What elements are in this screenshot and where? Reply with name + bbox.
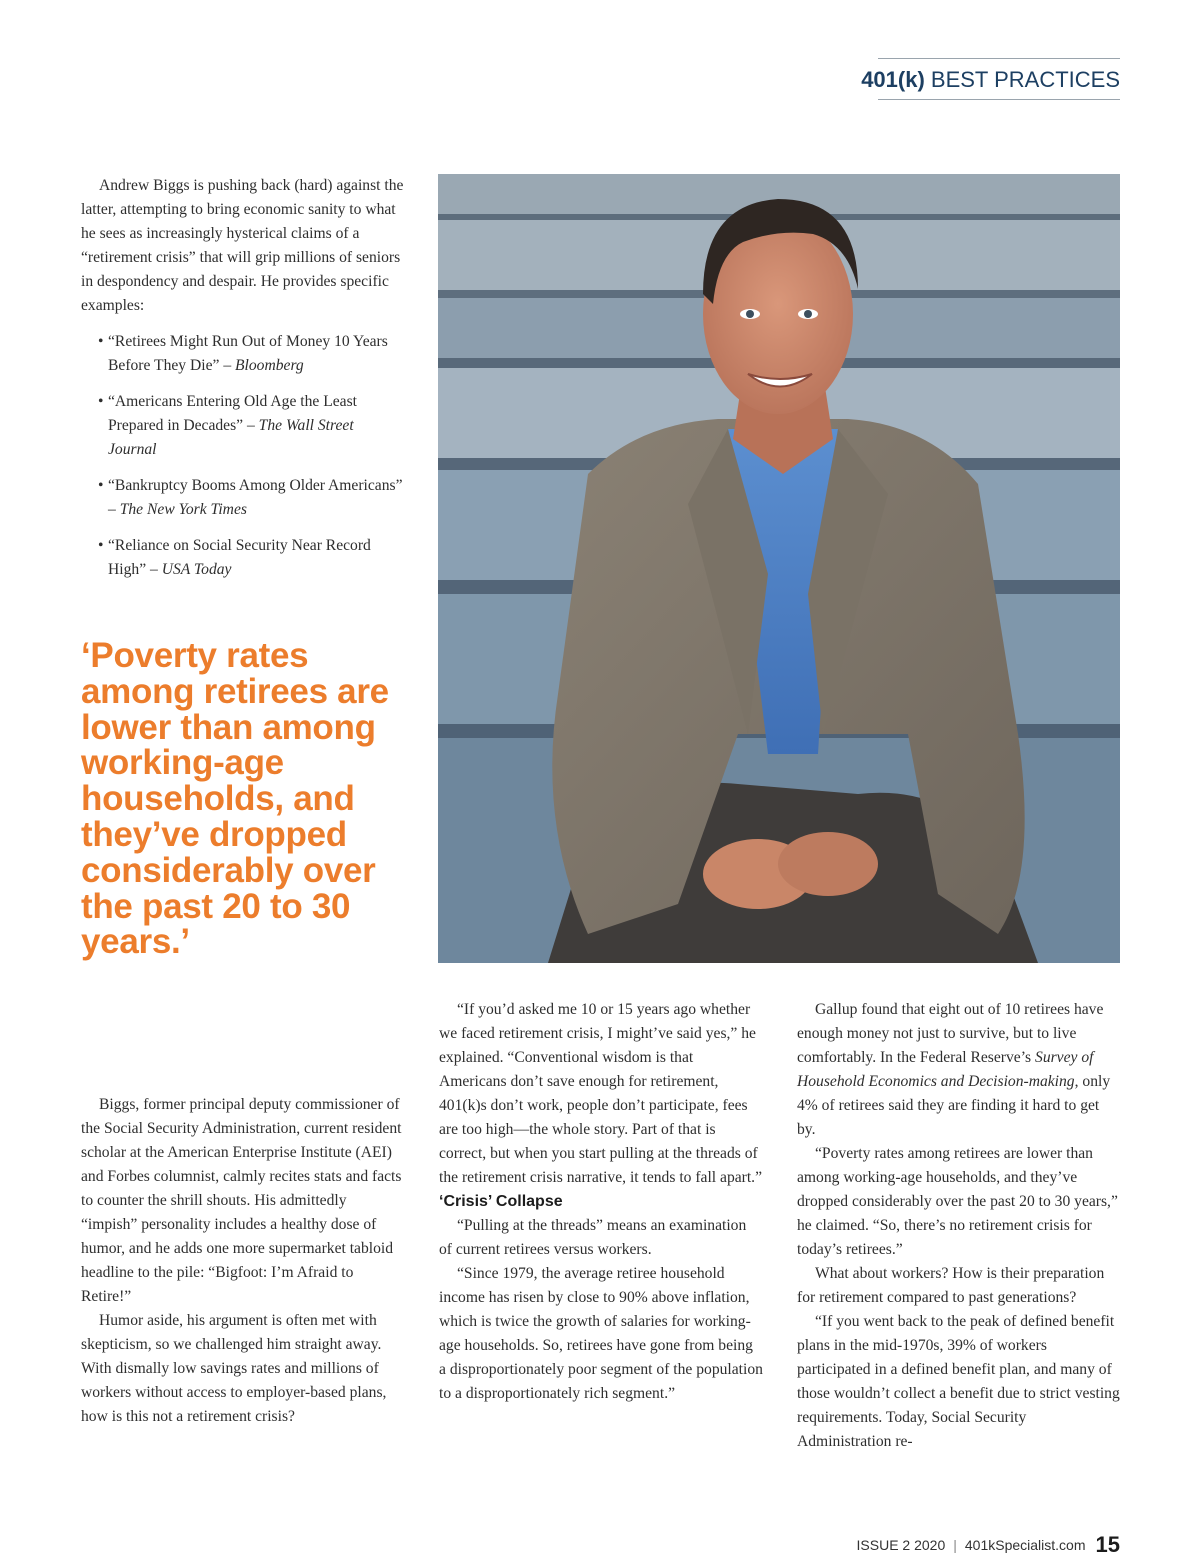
section-brand: 401(k) bbox=[861, 67, 925, 92]
headline-quote: “Reliance on Social Security Near Record High” – bbox=[108, 537, 371, 578]
headline-source: USA Today bbox=[161, 561, 232, 578]
column-2 bbox=[439, 998, 763, 1406]
headline-source: The New York Times bbox=[119, 501, 247, 518]
section-name: BEST PRACTICES bbox=[930, 67, 1120, 92]
section-subhead: ‘Crisis’ Collapse bbox=[439, 1193, 563, 1210]
section-header bbox=[861, 58, 1120, 100]
body-paragraph: “If you’d asked me 10 or 15 years ago whether we faced retirement crisis, I might’ve said yes,” he explained. “Conventional wisdom is that Americans don’t save enough for retirement, 401(k)s don’t work, people don’t participate, fees are too high—the whole story. Part of that is correct, but when you start pulling at the threads of the retirement crisis narrative, it tends to fall apart.” bbox=[439, 1001, 763, 1186]
headline-quote: “Bankruptcy Booms Among Older Americans” – bbox=[108, 477, 403, 518]
headline-examples-list bbox=[81, 330, 405, 582]
body-paragraph: What about workers? How is their preparation for retirement compared to past generations? bbox=[797, 1265, 1105, 1306]
list-item: • “Americans Entering Old Age the Least Prepared in Decades” – The Wall Street Journal bbox=[98, 393, 357, 458]
list-item: • “Reliance on Social Security Near Record High” – USA Today bbox=[98, 537, 371, 578]
headline-quote: “Americans Entering Old Age the Least Prepared in Decades” – bbox=[108, 393, 357, 434]
issue-label: ISSUE 2 2020 bbox=[856, 1537, 946, 1553]
column-1-bottom bbox=[81, 1093, 405, 1429]
column-3 bbox=[797, 998, 1121, 1454]
body-paragraph: “Pulling at the threads” means an examination of current retirees versus workers. bbox=[439, 1217, 747, 1258]
section-title bbox=[861, 67, 1120, 93]
body-paragraph bbox=[797, 998, 1121, 1142]
intro-paragraph: Andrew Biggs is pushing back (hard) against the latter, attempting to bring economic sanity to what he sees as increasingly hysterical claims of a “retirement crisis” that will grip millions of seniors in despondency and despair. He provides specific examples: bbox=[81, 177, 404, 314]
page-footer: ISSUE 2 2020 | 401kSpecialist.com 15 bbox=[856, 1532, 1120, 1557]
headline-quote: “Retirees Might Run Out of Money 10 Years Before They Die” – bbox=[108, 333, 388, 374]
pull-quote: ‘Poverty rates among retirees are lower than among working-age households, and they’ve dropped considerably over the past 20 to 30 years.’ bbox=[81, 636, 389, 962]
list-item: • “Retirees Might Run Out of Money 10 Years Before They Die” – Bloomberg bbox=[98, 333, 388, 374]
site-link[interactable]: 401kSpecialist.com bbox=[964, 1537, 1086, 1553]
body-paragraph: Humor aside, his argument is often met with skepticism, so we challenged him straight away. With dismally low savings rates and millions of workers without access to employer-based plans, how is this not a retirement crisis? bbox=[81, 1312, 387, 1425]
page-number: 15 bbox=[1095, 1532, 1120, 1557]
headline-source: Bloomberg bbox=[235, 357, 304, 374]
text-run: , only 4% of retirees said they are finding it hard to get by. bbox=[797, 1073, 1111, 1138]
body-paragraph: “Since 1979, the average retiree household income has risen by close to 90% above inflation, which is twice the growth of salaries for working-age households. So, retirees have gone from being a disproportionately poor segment of the population to a disproportionately rich segment.” bbox=[439, 1265, 763, 1402]
text-run: Gallup found that eight out of 10 retirees have enough money not just to survive, but to live comfortably. In the Federal Reserve’s bbox=[797, 1001, 1104, 1066]
body-paragraph: “If you went back to the peak of defined benefit plans in the mid-1970s, 39% of workers participated in a defined benefit plan, and many of those wouldn’t collect a benefit due to strict vesting requirements. Today, Social Security Administration re- bbox=[797, 1313, 1120, 1450]
column-1-top bbox=[81, 174, 405, 594]
portrait-photo bbox=[438, 174, 1120, 963]
survey-title: Survey of Household Economics and Decision-making bbox=[797, 1049, 1094, 1090]
body-paragraph: “Poverty rates among retirees are lower than among working-age households, and they’ve dropped considerably over the past 20 to 30 years,” he claimed. “So, there’s no retirement crisis for today’s retirees.” bbox=[797, 1145, 1118, 1258]
list-item: • “Bankruptcy Booms Among Older Americans” – The New York Times bbox=[98, 477, 403, 518]
body-paragraph: Biggs, former principal deputy commissioner of the Social Security Administration, current resident scholar at the American Enterprise Institute (AEI) and Forbes columnist, calmly recites stats and facts to counter the shrill shouts. His admittedly “impish” personality includes a healthy dose of humor, and he adds one more supermarket tabloid headline to the pile: “Bigfoot: I’m Afraid to Retire!” bbox=[81, 1096, 402, 1305]
headline-source: The Wall Street Journal bbox=[108, 417, 354, 458]
